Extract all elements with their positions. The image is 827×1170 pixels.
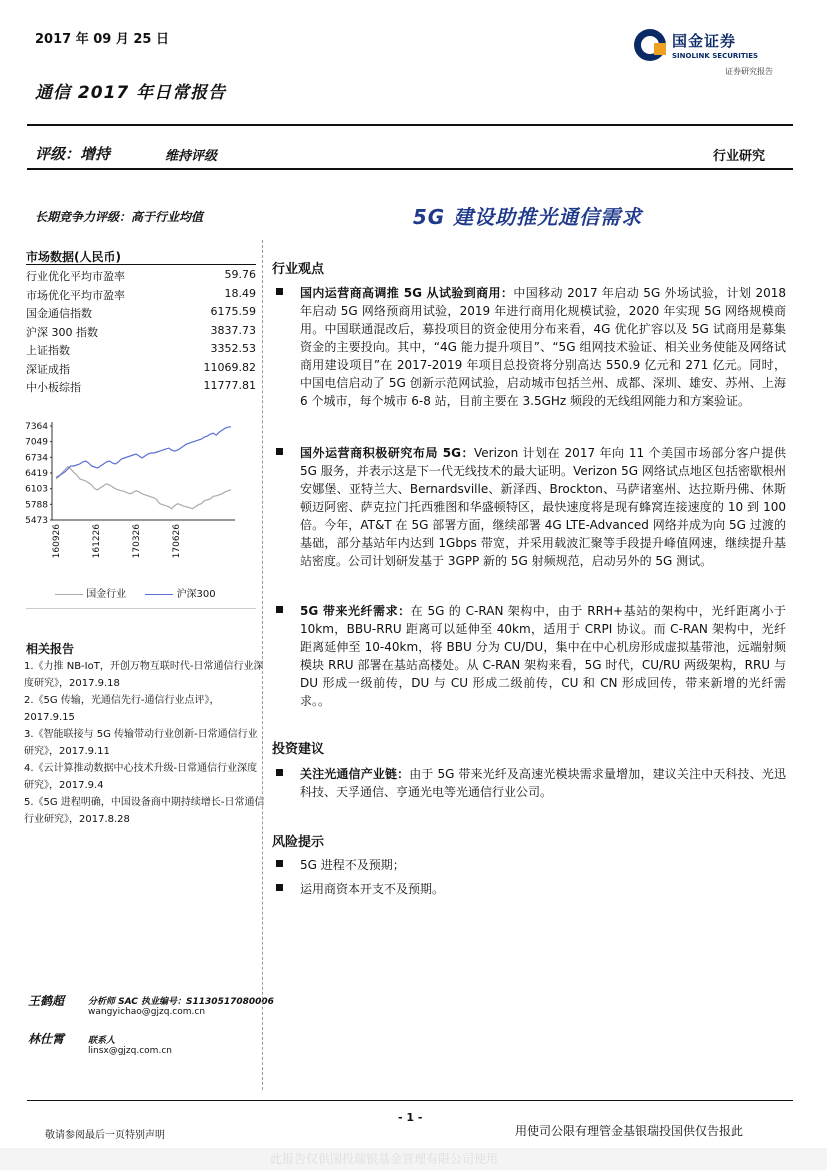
risk-item: 5G 进程不及预期；	[276, 856, 786, 874]
bullet-icon	[276, 448, 283, 455]
competitiveness-rating: 长期竞争力评级：高于行业均值	[35, 210, 204, 224]
market-row	[26, 287, 256, 303]
invest-item	[276, 765, 786, 801]
y-tick-label: 5788	[25, 500, 48, 511]
bullet-icon	[276, 769, 283, 776]
rating-rule	[27, 168, 793, 170]
contact-name: 林仕霄	[28, 1032, 65, 1046]
y-tick-label: 7049	[25, 437, 48, 448]
legend-industry: 国金行业	[86, 589, 127, 600]
market-rule	[26, 264, 256, 265]
view-item-title: 国外运营商积极研究布局 5G：	[300, 446, 475, 460]
risk-heading: 风险提示	[272, 835, 325, 850]
report-date: 2017 年 09 月 25 日	[35, 32, 169, 47]
footer-right-text: 用使司公限有理管金基银瑞投国供仅告报此	[515, 1124, 744, 1138]
related-item[interactable]: 2.《5G 传输，光通信先行-通信行业点评》，2017.9.15	[24, 695, 220, 723]
bullet-icon	[276, 288, 283, 295]
contact-role: 联系人	[88, 1036, 116, 1046]
market-row-value: 11777.81	[203, 379, 256, 392]
view-item-text: Verizon 计划在 2017 年向 11 个美国市场部分客户提供 5G 服务，并表示这是下一代无线技术的最大证明。Verizon 5G 网络试点地区包括密歇根州安娜堡、亚特兰大、Bernardsville、新泽西、Brockton、马萨诸塞州、达拉斯丹佛、休斯顿迈阿密、萨克拉门托西雅图和华盛顿特区，最快速度将是现有蜂窝连接速度的 10 到 100 倍。今年，AT&T 在 5G 部署方面，继续部署 4G LTE-Advanced 网络并成为向 5G 过渡的基础，部分基站年内达到 1Gbps 带宽，并采用载波汇聚等手段提升峰值网速，继续提升基站密度。公司计划研发基于 3GPP 新的 5G 射频规范，启动另外的 5G 测试。	[300, 446, 786, 568]
market-row-label: 行业优化平均市盈率	[26, 270, 125, 283]
market-row-value: 59.76	[224, 268, 256, 281]
y-tick-label: 6419	[25, 468, 48, 479]
x-tick-label: 161226	[92, 524, 102, 559]
index-chart	[20, 412, 260, 612]
view-item-domestic	[276, 284, 786, 410]
related-item[interactable]: 1.《力推 NB-IoT，开创万物互联时代-日常通信行业深度研究》，2017.9.18	[24, 661, 264, 689]
related-item[interactable]: 3.《智能联接与 5G 传输带动行业创新-日常通信行业研究》，2017.9.11	[24, 729, 258, 757]
market-row-value: 18.49	[224, 286, 256, 300]
market-row-label: 上证指数	[26, 344, 70, 357]
report-type: 通信 2017 年日常报告	[35, 83, 227, 103]
chart-legend	[55, 585, 216, 600]
y-tick-label: 6734	[25, 453, 48, 464]
bullet-icon	[276, 860, 283, 867]
y-tick-label: 5473	[25, 516, 48, 526]
footer-rule	[27, 1100, 793, 1101]
invest-item-text: 由于 5G 带来光纤及高速光模块需求量增加，建议关注中天科技、光迅科技、天孚通信、亨通光电等光通信行业公司。	[300, 767, 786, 799]
contact-email[interactable]: linsx@gjzq.com.cn	[88, 1046, 172, 1056]
legend-line-industry	[55, 594, 83, 595]
bullet-icon	[276, 884, 283, 891]
market-row-value: 3837.73	[210, 323, 256, 337]
related-list	[24, 658, 267, 828]
column-divider	[262, 240, 264, 1090]
rating-maintain: 维持评级	[165, 149, 218, 164]
view-item-title: 5G 带来光纤需求：	[300, 604, 411, 618]
risk-item: 运用商资本开支不及预期。	[276, 880, 786, 898]
view-item-text: 在 5G 的 C-RAN 架构中，由于 RRH+基站的架构中，光纤距离小于 10km，BBU-RRU 距离可以延伸至 40km，适用于 CRPI 协议。而 C-RAN 架构中，光纤距离延伸至 10-40km，将 BBU 分为 CU/DU，集中在中心机房形成虚拟基带池，远端射频模块 RRU 部署在基站高楼处。从 C-RAN 架构来看，5G 时代，CU/RU 两级架构，RRU 与 DU 形成一级前传，DU 与 CU 形成二级前传，CU 和 CN 形成回传，带来新增的光纤需求。。	[300, 604, 786, 708]
legend-hs300: 沪深300	[176, 589, 216, 600]
brand-name-en: SINOLINK SECURITIES	[672, 52, 759, 60]
author-role: 分析师 SAC 执业编号：S1130517080006	[88, 997, 274, 1007]
rating-label: 评级：增持	[35, 145, 111, 163]
report-title: 5G 建设助推光通信需求	[412, 205, 643, 229]
x-tick-label: 170326	[132, 524, 142, 559]
market-row-label: 市场优化平均市盈率	[26, 288, 125, 302]
market-row-value: 11069.82	[203, 360, 256, 374]
view-item-text: 中国移动 2017 年启动 5G 外场试验，计划 2018 年启动 5G 网络预商用试验，2019 年进行商用化规模试验，2020 年实现 5G 网络规模商用。中国联通混改后，募投项目的资金使用分布来看，4G 优化扩容以及 5G 试商用是募集资金的主要投向。其中，“4G 能力提升项目”、“5G 组网技术验证、相关业务使能及网络试商用建设项目”在 2017-2019 年项目总投资将分别高达 550.9 亿元和 271 亿元。同时，中国电信启动了 5G 创新示范网试验，启动城市包括兰州、成都、深圳、雄安、苏州、上海 6 个城市，每个城市 6-8 站，目前主要在 3.5GHz 频段的无线组网能力和方案验证。	[300, 286, 786, 408]
market-data-heading: 市场数据(人民币)	[26, 250, 121, 264]
market-row-label: 深证成指	[26, 362, 70, 376]
invest-heading: 投资建议	[272, 742, 325, 757]
market-row	[26, 361, 256, 377]
market-row	[26, 324, 256, 340]
header-rule	[27, 124, 793, 126]
market-row	[26, 379, 256, 395]
view-heading: 行业观点	[272, 262, 325, 277]
view-item-fiber	[276, 602, 786, 710]
related-heading: 相关报告	[26, 642, 75, 656]
series-line-hs300	[56, 427, 231, 478]
watermark-text: 此报告仅供国投瑞银基金管理有限公司使用	[270, 1152, 499, 1166]
view-item-foreign	[276, 444, 786, 570]
brand-subtitle: 证券研究报告	[725, 67, 773, 76]
author-name: 王鹤超	[28, 994, 65, 1008]
bullet-icon	[276, 606, 283, 613]
series-line-industry	[56, 467, 231, 509]
market-row-value: 6175.59	[210, 305, 256, 318]
market-row	[26, 305, 256, 321]
market-row-label: 沪深 300 指数	[26, 325, 98, 339]
x-tick-label: 160926	[52, 524, 62, 559]
footer-disclaimer: 敬请参阅最后一页特别声明	[45, 1130, 165, 1141]
sinolink-logo-icon	[632, 27, 668, 63]
market-row-label: 中小板综指	[26, 381, 81, 394]
y-tick-label: 7364	[25, 422, 48, 432]
market-row	[26, 342, 256, 358]
chart-rule	[26, 608, 256, 609]
market-row-value: 3352.53	[210, 342, 256, 355]
invest-item-title: 关注光通信产业链：	[300, 767, 410, 781]
industry-research: 行业研究	[713, 149, 766, 164]
legend-line-hs300	[145, 594, 173, 595]
related-item[interactable]: 4.《云计算推动数据中心技术升级-日常通信行业深度研究》，2017.9.4	[24, 763, 258, 791]
related-item[interactable]: 5.《5G 进程明确，中国设备商中期持续增长-日常通信行业研究》，2017.8.28	[24, 797, 265, 825]
market-row-label: 国金通信指数	[26, 307, 92, 320]
market-row	[26, 268, 256, 284]
page-number: - 1 -	[398, 1111, 423, 1124]
x-tick-label: 170626	[172, 524, 182, 559]
view-item-title: 国内运营商高调推 5G 从试验到商用：	[300, 286, 514, 300]
author-email[interactable]: wangyichao@gjzq.com.cn	[88, 1007, 206, 1017]
brand-name: 国金证券	[672, 32, 737, 50]
y-tick-label: 6103	[25, 484, 48, 495]
